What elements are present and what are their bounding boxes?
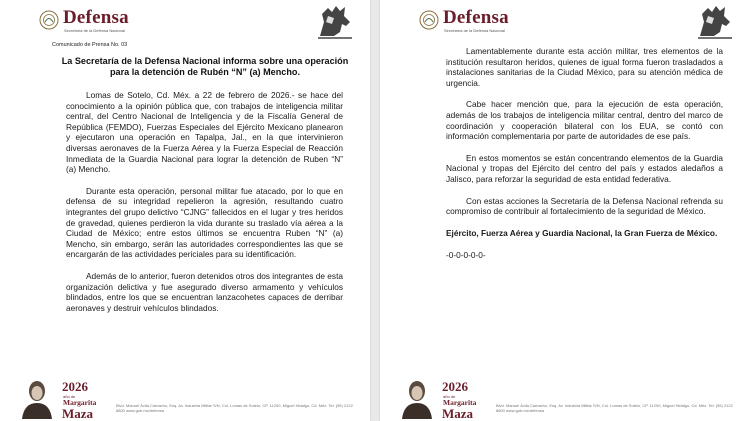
paragraph: Lomas de Sotelo, Cd. Méx. a 22 de febrero de 2026.- se hace del conocimiento a la opinión pública que, con trabajos de inteligencia militar central, del Centro Nacional de Inteligencia y de la Fiscalía General de República (FEMDO), Fuerzas Especiales del Ejército Mexicano planearon y ejecutaron una operación en Tapalpa, Jal., en la que intervinieron diversas aeronaves de la Fuerza Aérea y la Fuerza Especial de Reacción Inmediata de la Guardia Nacional para lograr la detención de Ruben “N” (a) Mencho. [66, 90, 343, 175]
closing-motto: Ejército, Fuerza Aérea y Guardia Nacional, la Gran Fuerza de México. [446, 227, 718, 238]
press-release-title: La Secretaría de la Defensa Nacional informa sobre una operación para la detención de Rubén “N” (a) Mencho. [61, 56, 349, 78]
footer-name-line1: Margarita [63, 398, 97, 407]
footer-year: 2026 [62, 379, 88, 394]
footer-year: 2026 [442, 379, 468, 394]
paragraph: Con estas acciones la Secretaría de la Defensa Nacional refrenda su compromiso de contribuir al fortalecimiento de la seguridad de México. [446, 195, 723, 217]
footer-name-line2: Maza [442, 406, 474, 421]
brand-subtitle: Secretaría de la Defensa Nacional [64, 28, 125, 33]
paragraph: Además de lo anterior, fueron detenidos otros dos integrantes de esta organización delictiva y fue asegurado diverso armamento y vehículos blindados, entre los que se encuentran lanzacohetes capaces de derribar aeronaves y destruir vehículos blindados. [66, 270, 343, 313]
left-body-text [66, 90, 343, 324]
footer-address: Blvd. Manuel Ávila Camacho, Esq. Av. Industria Militar S/N, Col. Lomas de Sotelo, CP. 11200, Miguel Hidalgo, Cd. Méx. Tel: (55) 2122 8800 www.gob.mx/defensa [116, 403, 353, 413]
footer-year-caption: año de [443, 394, 456, 399]
national-seal-icon [39, 10, 59, 30]
margarita-maza-portrait-icon [18, 377, 56, 419]
brand-subtitle: Secretaría de la Defensa Nacional [444, 28, 505, 33]
brand-title: Defensa [443, 7, 509, 28]
footer-name-line2: Maza [62, 406, 94, 421]
eagle-emblem-icon [314, 2, 356, 42]
footer-address: Blvd. Manuel Ávila Camacho, Esq. Av. Industria Militar S/N, Col. Lomas de Sotelo, CP. 11200, Miguel Hidalgo, Cd. Méx. Tel: (55) 2122 8800 www.gob.mx/defensa [496, 403, 733, 413]
footer-year-caption: año de [63, 394, 76, 399]
right-body-text [446, 46, 723, 261]
eagle-emblem-icon [694, 2, 736, 42]
press-release-page-2 [380, 0, 750, 421]
paragraph: En estos momentos se están concentrando elementos de la Guardia Nacional y tropas del Ejército del centro del país y estados aledaños a Jalisco, para reforzar la seguridad de esta entidad federativa. [446, 152, 723, 184]
end-mark: -0-0-0-0-0- [446, 250, 486, 261]
press-release-page-1 [0, 0, 370, 421]
brand-title: Defensa [63, 7, 129, 28]
paragraph: Durante esta operación, personal militar fue atacado, por lo que en defensa de su integridad repelieron la agresión, resultando cuatro integrantes del grupo delictivo “CJNG” fallecidos en el lugar y tres heridos de gravedad, quienes perdieron la vida durante su traslado vía aérea a la Ciudad de México; entre estos últimos se encuentra Ruben “N” (a) Mencho, sin embargo, serán las autoridades correspondientes las que se encargarán de las actividades periciales para su identificación. [66, 185, 343, 260]
paragraph: Lamentablemente durante esta acción militar, tres elementos de la institución resultaron heridos, quienes de igual forma fueron trasladados a instalaciones sanitarias de la Ciudad México, para su atención médica de urgencia. [446, 46, 723, 88]
margarita-maza-portrait-icon [398, 377, 436, 419]
national-seal-icon [419, 10, 439, 30]
footer-name-line1: Margarita [443, 398, 477, 407]
press-release-number: Comunicado de Prensa No. 03 [52, 42, 128, 48]
paragraph: Cabe hacer mención que, para la ejecución de esta operación, además de los trabajos de inteligencia militar central, dentro del marco de coordinación y cooperación bilateral con los EUA, se contó con información complementaria por parte de autoridades de ese país. [446, 99, 723, 142]
